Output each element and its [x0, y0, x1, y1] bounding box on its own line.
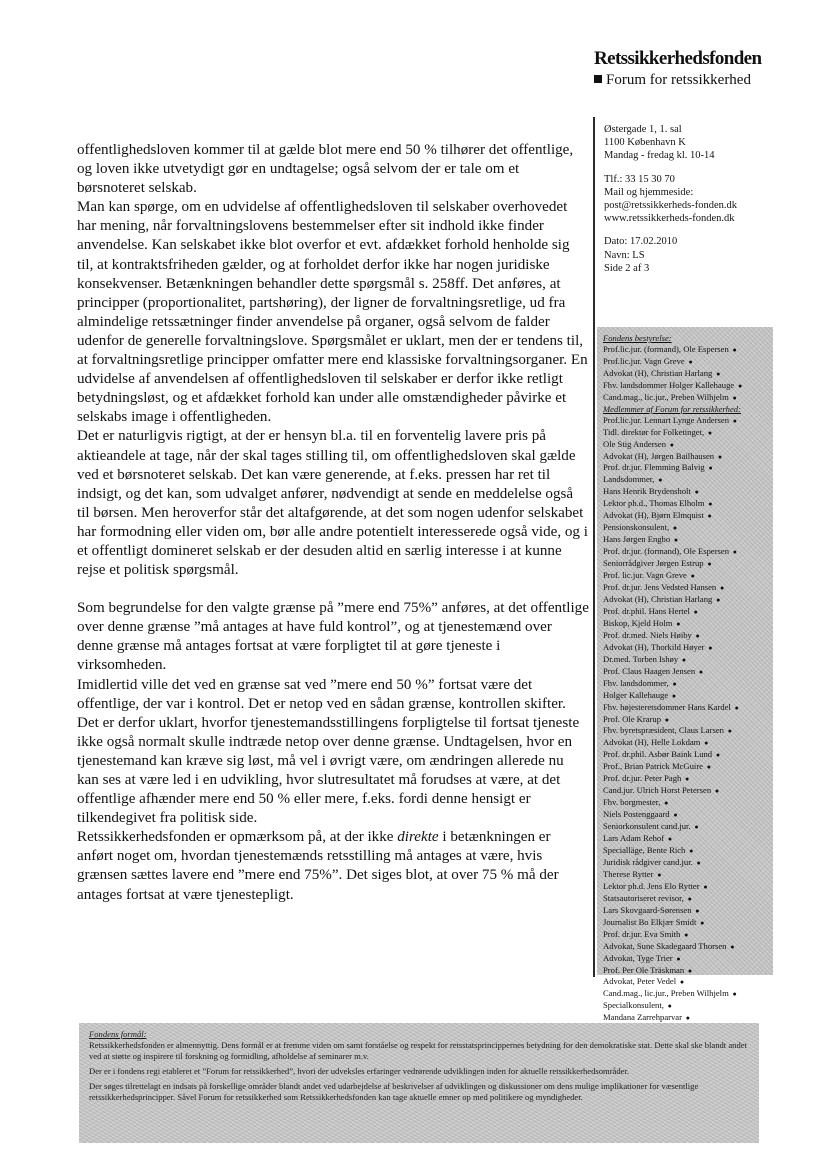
paragraph: offentlighedsloven kommer til at gælde blot mere end 50 % tilhører det offentlige, og loven ikke utvetydigt gør en undtagelse; også selvom der er tale om et børsnoteret selskab.	[77, 142, 574, 197]
member-name: Prof.lic.jur. Lennart Lynge Andersen	[603, 414, 730, 425]
member-name: Fhv. landsdommer,	[603, 677, 669, 688]
member-name: Specialläge, Bente Rich	[603, 844, 686, 855]
member-name: Advokat (H), Jørgen Bailhausen	[603, 450, 715, 461]
member-entry	[603, 965, 769, 977]
member-entry	[603, 761, 769, 773]
member-name: Advokat, Peter Vedel	[603, 976, 677, 987]
bullet-icon: ●	[730, 990, 737, 999]
member-entry	[603, 427, 769, 439]
bullet-icon: ●	[697, 667, 704, 676]
bullet-icon: ●	[671, 524, 678, 533]
bullet-icon: ●	[713, 787, 720, 796]
member-entry	[603, 941, 769, 953]
member-entry	[603, 702, 769, 714]
member-name: Tidl. direktør for Folketinget,	[603, 426, 705, 437]
bullet-icon: ●	[730, 393, 737, 402]
member-entry	[603, 917, 769, 929]
member-name: Fhv. borgmester,	[603, 797, 661, 808]
bullet-icon: ●	[668, 440, 674, 449]
member-entry	[603, 510, 769, 522]
bullet-icon: ●	[665, 1002, 672, 1011]
member-name: Prof. dr.med. Niels Høiby	[603, 629, 692, 640]
bullet-icon: ●	[691, 607, 698, 616]
bullet-icon: ●	[670, 679, 677, 688]
square-bullet-icon	[594, 75, 602, 83]
paragraph: Det er derfor uklart, hvorfor tjenestemandsstillingens forpligtelse til fortsat tjeneste ikke også normalt skulle indtræde netop over denne grænse. Undtagelsen, hvor en tjenestemand kan kræve sig løst, må vel i øvrigt være, om ændringen allerede nu kan ses at være led i en udvikling, hvor slutresultatet må forudses at være, at det offentlige afhænder mere end 50 % eller mere, f.eks. fordi denne hensigt er tilkendegivet fra politisk side.	[77, 714, 580, 827]
bullet-icon: ●	[706, 500, 713, 509]
member-entry	[603, 797, 769, 809]
footer-paragraph: Der er i fondens regi etableret et ”Forum for retssikkerhed”, hvori der udveksles erfaringer vedrørende udviklingen inden for aktuelle retssikkerhedsområder.	[89, 1066, 630, 1076]
members-title: Medlemmer af Forum for retssikkerhed:	[603, 403, 741, 414]
member-name: Pensionskonsulent,	[603, 522, 670, 533]
email: post@retssikkerheds-fonden.dk	[604, 200, 738, 212]
member-entry	[603, 905, 769, 917]
member-name: Advokat (H), Thorkild Høyer	[603, 641, 705, 652]
letterhead	[594, 48, 794, 89]
bullet-icon: ●	[674, 954, 681, 963]
member-entry	[603, 368, 769, 380]
member-name: Prof. dr.jur. Jens Vedsted Hansen	[603, 582, 717, 593]
bullet-icon: ●	[694, 858, 701, 867]
paragraph-text: i betænkningen er anført noget om, hvordan tjenestemænds retsstilling må antages at være, hvis grænsen sættes lavere end ”mere end 75%”. Det siges blot, at over 75 % må der antages fortsat at være tjenestepligt.	[77, 829, 559, 903]
member-name: Prof., Brian Patrick McGuire	[603, 761, 703, 772]
board-title: Fondens bestyrelse:	[603, 333, 672, 343]
bullet-icon: ●	[663, 715, 669, 724]
paragraph: Man kan spørge, om en udvidelse af offentlighedsloven til selskaber overhovedet har mening, når forvaltningslovens bestemmelser efter sit indhold ikke finder anvendelse. Kan selskabet ikke blot overfor et evt. afdækket forhold henholde sig til, at kontraktsfriheden gælder, og at forholdet derfor ikke har nogen juridiske konsekvenser. Betænkningen behandler dette spørgsmål s. 258ff. Det anføres, at principper (proportionalitet, partshøring), der ligner de forvaltningsretlige, ud fra almindelige retssætninger finder anvendelse på organer, også selvom de falder udenfor de generelle forvaltningslove. Spørgsmålet er uklart, men der er tendens til, at forvaltningsretlige principper omfatter mere end klassiske forvaltningsorganer. En udvidelse af anvendelsen af offentlighedsloven til selskaber er derfor ikke retligt betydningsløst, og et afdækket forhold kan under alle omstændigheder påvirke et selskabs image i offentligheden.	[77, 199, 588, 426]
member-entry	[603, 486, 769, 498]
member-entry	[603, 690, 769, 702]
bullet-icon: ●	[692, 823, 699, 832]
paragraph: Det er naturligvis rigtigt, at der er hensyn bl.a. til en forventelig lavere pris på aktieandele at tage, når der skal tages stilling til, om offentlighedsloven skal gælde ved et børsnoteret selskab. Det kan være generende, at f.eks. pressen har ret til indsigt, og det kan, som udvalget anfører, nødvendigt at sende en meddelelse også til børsen. Men heroverfor står det altafgørende, at det som nogen udenfor selskabet har formodning eller viden om, bør alle andre potentielt interesserede også vide, og i et offentligt domineret selskab er der desuden altid en særlig interesse i at kunne rejse et politisk spørgsmål.	[77, 428, 588, 579]
brand-name: Retssikkerhedsfonden	[594, 48, 762, 69]
bullet-icon: ●	[730, 345, 737, 354]
vertical-divider	[593, 117, 595, 977]
member-entry	[603, 356, 769, 368]
member-entry	[603, 654, 769, 666]
member-entry	[603, 344, 769, 356]
member-name: Prof. dr.jur. (formand), Ole Espersen	[603, 546, 730, 557]
member-entry	[603, 737, 769, 749]
member-name: Prof. dr.jur. Eva Smith	[603, 928, 681, 939]
member-name: Specialkonsulent,	[603, 1000, 664, 1011]
member-name: Landsdommer,	[603, 474, 655, 485]
member-name: Mandana Zarrehparvar	[603, 1012, 682, 1023]
author-name: Navn: LS	[604, 249, 645, 261]
address-line-2: 1100 København K	[604, 137, 686, 149]
member-entry	[603, 462, 769, 474]
mail-label: Mail og hjemmeside:	[604, 186, 694, 198]
member-entry	[603, 773, 769, 785]
member-entry	[603, 570, 769, 582]
bullet-icon: ●	[655, 870, 662, 879]
bullet-icon: ●	[705, 763, 711, 772]
bullet-icon: ●	[688, 572, 695, 581]
member-name: Cand.mag., lic.jur., Preben Wilhjelm	[603, 391, 729, 402]
letter-body	[77, 141, 589, 905]
member-name: Prof. dr.jur. Peter Pagh	[603, 773, 682, 784]
member-name: Advokat, Tyge Trier	[603, 952, 673, 963]
paragraph: Imidlertid ville det ved en grænse sat ved ”mere end 50 %” fortsat være det offentlige, der var i kontrol. Det er netop ved en sådan grænse, kontrollen skifter.	[77, 676, 566, 712]
member-name: Advokat (H), Christian Harlang	[603, 593, 713, 604]
website: www.retssikkerheds-fonden.dk	[604, 213, 735, 225]
bullet-icon: ●	[687, 846, 694, 855]
member-name: Ole Stig Andersen	[603, 438, 667, 449]
member-entry	[603, 976, 769, 988]
member-name: Fhv. landsdommer Holger Kallehauge	[603, 379, 735, 390]
members-sidebar	[597, 327, 773, 1023]
member-entry	[603, 929, 769, 941]
member-name: Prof. Per Ole Träskman	[603, 964, 685, 975]
bullet-icon: ●	[672, 536, 679, 545]
member-name: Dr.med. Torben Ishøy	[603, 653, 679, 664]
bullet-icon: ●	[706, 464, 713, 473]
bullet-icon: ●	[714, 369, 721, 378]
member-entry	[603, 582, 769, 594]
bullet-icon: ●	[714, 595, 721, 604]
bullet-icon: ●	[705, 512, 712, 521]
member-name: Fhv. byretspræsident, Claus Larsen	[603, 725, 724, 736]
bullet-icon: ●	[693, 906, 700, 915]
contact-block	[604, 123, 804, 275]
member-name: Prof. dr.jur. Flemming Balvig	[603, 462, 705, 473]
paragraph-text: Retssikkerhedsfonden er opmærksom på, at der ikke	[77, 829, 398, 846]
member-name: Therese Rytter	[603, 868, 654, 879]
bullet-icon: ●	[731, 416, 737, 425]
member-entry	[603, 546, 769, 558]
footer-paragraph: Der søges tilrettelagt en indsats på forskellige områder blandt andet ved udarbejdelse af beskrivelser af udviklingen og diskussioner om dens mulige implikationer for væsentlige retssikkerhedsprincipper. Såvel Forum for retssikkerhed som Retssikkerhedsfonden kan tage aktuelle emner op med politikere og myndigheder.	[89, 1081, 699, 1102]
footer-title: Fondens formål:	[89, 1029, 147, 1039]
member-name: Cand.mag., lic.jur., Preben Wilhjelm	[603, 988, 729, 999]
bullet-icon: ●	[662, 799, 669, 808]
member-entry	[603, 845, 769, 857]
member-entry	[603, 678, 769, 690]
bullet-icon: ●	[714, 751, 721, 760]
member-name: Niels Postenggaard	[603, 809, 670, 820]
member-entry	[603, 594, 769, 606]
page-number: Side 2 af 3	[604, 262, 650, 274]
member-name: Hans Jørgen Engbo	[603, 534, 671, 545]
member-entry	[603, 869, 769, 881]
bullet-icon: ●	[683, 775, 690, 784]
member-name: Seniorrådgiver Jørgen Estrup	[603, 558, 704, 569]
bullet-icon: ●	[705, 560, 712, 569]
bullet-icon: ●	[671, 811, 678, 820]
member-name: Prof. Ole Krarup	[603, 713, 661, 724]
member-entry	[603, 606, 769, 618]
bullet-icon: ●	[725, 727, 732, 736]
member-entry	[603, 1000, 769, 1012]
member-entry	[603, 558, 769, 570]
member-entry	[603, 714, 769, 726]
member-name: Prof.lic.jur. Vagn Greve	[603, 355, 685, 366]
bullet-icon: ●	[702, 739, 709, 748]
member-entry	[603, 821, 769, 833]
bullet-icon: ●	[706, 428, 713, 437]
member-name: Prof. dr.phil. Hans Hertel	[603, 605, 690, 616]
paragraph	[77, 828, 589, 904]
member-name: Cand.jur. Ulrich Horst Petersen	[603, 785, 712, 796]
office-hours: Mandag - fredag kl. 10-14	[604, 150, 715, 162]
tagline-text: Forum for retssikkerhed	[606, 72, 751, 88]
member-name: Hans Henrik Brydensholt	[603, 486, 691, 497]
member-entry	[603, 630, 769, 642]
bullet-icon: ●	[680, 655, 687, 664]
member-entry	[603, 642, 769, 654]
member-entry	[603, 666, 769, 678]
member-name: Advokat (H), Christian Harlang	[603, 367, 713, 378]
member-name: Lektor ph.d. Jens Elo Rytter	[603, 880, 700, 891]
bullet-icon: ●	[693, 631, 700, 640]
member-name: Lektor ph.d., Thomas Elholm	[603, 498, 705, 509]
member-name: Prof. lic.jur. Vagn Greve	[603, 570, 687, 581]
member-entry	[603, 893, 769, 905]
bullet-icon: ●	[682, 930, 689, 939]
bullet-icon: ●	[698, 918, 705, 927]
member-name: Biskop, Kjeld Holm	[603, 617, 673, 628]
member-entry	[603, 785, 769, 797]
member-name: Advokat (H), Bjørn Elmquist	[603, 510, 704, 521]
member-name: Juridisk rådgiver cand.jur.	[603, 856, 693, 867]
bullet-icon: ●	[678, 978, 685, 987]
address-line-1: Østergade 1, 1. sal	[604, 124, 682, 135]
member-name: Advokat (H), Helle Lokdam	[603, 737, 701, 748]
bullet-icon: ●	[701, 882, 708, 891]
member-name: Journalist Bo Elkjær Smidt	[603, 916, 697, 927]
emphasis-text: direkte	[397, 829, 439, 846]
board-list	[603, 344, 769, 404]
member-name: Lars Adam Rehof	[603, 833, 665, 844]
member-name: Prof.lic.jur. (formand), Ole Espersen	[603, 343, 729, 354]
letter-date: Dato: 17.02.2010	[604, 236, 678, 248]
member-entry	[603, 415, 769, 427]
member-entry	[603, 988, 769, 1000]
member-entry	[603, 881, 769, 893]
bullet-icon: ●	[731, 548, 737, 557]
member-name: Holger Kallehauge	[603, 689, 669, 700]
footer-paragraph: Retssikkerhedsfonden er almennyttig. Dens formål er at fremme viden om samt forståelse og respekt for retsstatsprincippernes betydning for den demokratiske stat. Dette skal ske blandt andet ved at støtte og inspirere til forskning og formidling, afholdelse af seminarer m.v.	[89, 1040, 747, 1061]
member-entry	[603, 953, 769, 965]
bullet-icon: ●	[683, 1014, 690, 1023]
bullet-icon: ●	[736, 381, 743, 390]
footer-purpose	[79, 1023, 759, 1143]
bullet-icon: ●	[670, 691, 677, 700]
bullet-icon: ●	[718, 584, 725, 593]
member-entry	[603, 474, 769, 486]
bullet-icon: ●	[728, 942, 735, 951]
member-name: Prof. dr.phil. Asbør Baink Lund	[603, 749, 713, 760]
member-entry	[603, 857, 769, 869]
member-name: Lars Skovgaard-Sørensen	[603, 904, 692, 915]
bullet-icon: ●	[685, 894, 692, 903]
member-entry	[603, 522, 769, 534]
member-name: Statsautoriseret revisor,	[603, 892, 684, 903]
bullet-icon: ●	[716, 452, 723, 461]
member-entry	[603, 833, 769, 845]
brand-tagline	[594, 72, 794, 89]
member-entry	[603, 749, 769, 761]
bullet-icon: ●	[666, 835, 673, 844]
member-list	[603, 415, 769, 1025]
member-entry	[603, 451, 769, 463]
member-name: Advokat, Sune Skadegaard Thorsen	[603, 940, 727, 951]
member-entry	[603, 618, 769, 630]
member-name: Prof. Claus Haagen Jensen	[603, 665, 696, 676]
bullet-icon: ●	[706, 643, 713, 652]
bullet-icon: ●	[674, 619, 681, 628]
paragraph: Som begrundelse for den valgte grænse på ”mere end 75%” anføres, at det offentlige over denne grænse ”må antages at have fuld kontrol”, og at tjenestemænd over denne grænse må antages fortsat at være forpligtet til at gøre tjeneste i virksomheden.	[77, 600, 589, 674]
member-name: Seniorkonsulent cand.jur.	[603, 821, 691, 832]
member-entry	[603, 439, 769, 451]
member-entry	[603, 534, 769, 546]
bullet-icon: ●	[656, 476, 663, 485]
bullet-icon: ●	[686, 966, 693, 975]
phone: Tlf.: 33 15 30 70	[604, 173, 675, 185]
member-entry	[603, 725, 769, 737]
bullet-icon: ●	[686, 357, 693, 366]
member-entry	[603, 392, 769, 404]
member-entry	[603, 380, 769, 392]
member-entry	[603, 809, 769, 821]
bullet-icon: ●	[692, 488, 699, 497]
bullet-icon: ●	[732, 703, 739, 712]
member-entry	[603, 498, 769, 510]
member-name: Fhv. højesteretsdommer Hans Kardel	[603, 701, 731, 712]
